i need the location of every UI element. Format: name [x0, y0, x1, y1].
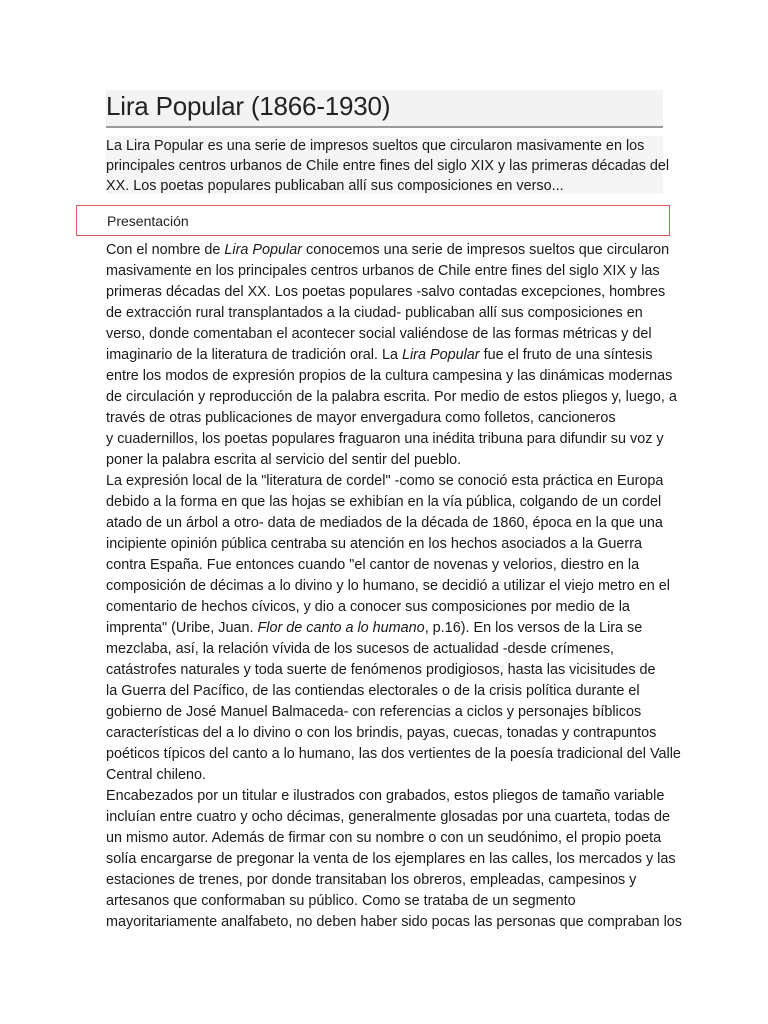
body-line: la Guerra del Pacífico, de las contiendas electorales o de la crisis política durante el	[106, 683, 640, 699]
italic-title: Flor de canto a lo humano	[257, 620, 425, 636]
body-line: Encabezados por un titular e ilustrados con grabados, estos pliegos de tamaño variable	[106, 788, 665, 804]
body-line: través de otras publicaciones de mayor envergadura como folletos, cancioneros	[106, 410, 616, 426]
body-line: comentario de hechos cívicos, y dio a conocer sus composiciones por medio de la	[106, 599, 630, 615]
body-line: estaciones de trenes, por donde transitaban los obreros, empleadas, campesinos y	[106, 872, 637, 888]
intro-line: XX. Los poetas populares publicaban allí sus composiciones en verso...	[106, 178, 564, 194]
body-line: Con el nombre de Lira Popular conocemos una serie de impresos sueltos que circularon	[106, 242, 670, 258]
body-line: mezclaba, así, la relación vívida de los sucesos de actualidad -desde crímenes,	[106, 641, 614, 657]
body-line: catástrofes naturales y toda suerte de fenómenos prodigiosos, hasta las vicisitudes de	[106, 662, 656, 678]
body-line: artesanos que conformaban su público. Como se trataba de un segmento	[106, 893, 576, 909]
body-line: debido a la forma en que las hojas se exhibían en la vía pública, colgando de un cordel	[106, 494, 662, 510]
title-bar	[106, 90, 663, 128]
italic-title: Lira Popular	[224, 242, 303, 258]
page-title: Lira Popular (1866-1930)	[106, 91, 391, 121]
body-line: y cuadernillos, los poetas populares fraguaron una inédita tribuna para difundir su voz y	[106, 431, 664, 447]
body-line: de extracción rural transplantados a la ciudad- publicaban allí sus composiciones en	[106, 305, 643, 321]
body-line: La expresión local de la "literatura de cordel" -como se conoció esta práctica en Europa	[106, 473, 664, 489]
body-line: características del a lo divino o con los brindis, payas, cuecas, tonadas y contrapuntos	[106, 725, 657, 741]
article-body	[106, 240, 682, 940]
body-line: verso, donde comentaban el acontecer social valiéndose de las formas métricas y del	[106, 326, 652, 342]
intro-summary	[106, 136, 670, 194]
section-header-presentacion[interactable]	[76, 205, 670, 236]
body-line: contra España. Fue entonces cuando "el cantor de novenas y velorios, diestro en la	[106, 557, 640, 573]
body-line: mayoritariamente analfabeto, no deben haber sido pocas las personas que compraban los	[106, 914, 682, 930]
body-line: incluían entre cuatro y ocho décimas, generalmente glosadas por una cuarteta, todas de	[106, 809, 670, 825]
body-line: solía encargarse de pregonar la venta de los ejemplares en las calles, los mercados y las	[106, 851, 676, 867]
body-line: imprenta" (Uribe, Juan. Flor de canto a lo humano, p.16). En los versos de la Lira se	[106, 620, 643, 636]
body-line: atado de un árbol a otro- data de mediados de la década de 1860, época en la que una	[106, 515, 663, 531]
body-line: un mismo autor. Además de firmar con su nombre o con un seudónimo, el propio poeta	[106, 830, 662, 846]
intro-line: principales centros urbanos de Chile entre fines del siglo XIX y las primeras décadas del	[106, 158, 670, 174]
body-line: entre los modos de expresión propios de la cultura campesina y las dinámicas modernas	[106, 368, 673, 384]
italic-title: Lira Popular	[401, 347, 480, 363]
body-line: imaginario de la literatura de tradición oral. La Lira Popular fue el fruto de una síntesis	[106, 347, 653, 363]
body-line: Central chileno.	[106, 767, 206, 783]
body-line: primeras décadas del XX. Los poetas populares -salvo contadas excepciones, hombres	[106, 284, 666, 300]
intro-line: La Lira Popular es una serie de impresos sueltos que circularon masivamente en los	[106, 138, 645, 154]
body-line: de circulación y reproducción de la palabra escrita. Por medio de estos pliegos y, luego, a	[106, 389, 677, 405]
body-line: poner la palabra escrita al servicio del sentir del pueblo.	[106, 452, 462, 468]
body-line: incipiente opinión pública centraba su atención en los hechos asociados a la Guerra	[106, 536, 643, 552]
body-line: masivamente en los principales centros urbanos de Chile entre fines del siglo XIX y las	[106, 263, 660, 279]
body-line: gobierno de José Manuel Balmaceda- con referencias a ciclos y personajes bíblicos	[106, 704, 642, 720]
section-label: Presentación	[107, 213, 189, 229]
body-line: poéticos típicos del canto a lo humano, las dos vertientes de la poesía tradicional del Valle	[106, 746, 681, 762]
body-line: composición de décimas a lo divino y lo humano, se decidió a utilizar el viejo metro en el	[106, 578, 670, 594]
